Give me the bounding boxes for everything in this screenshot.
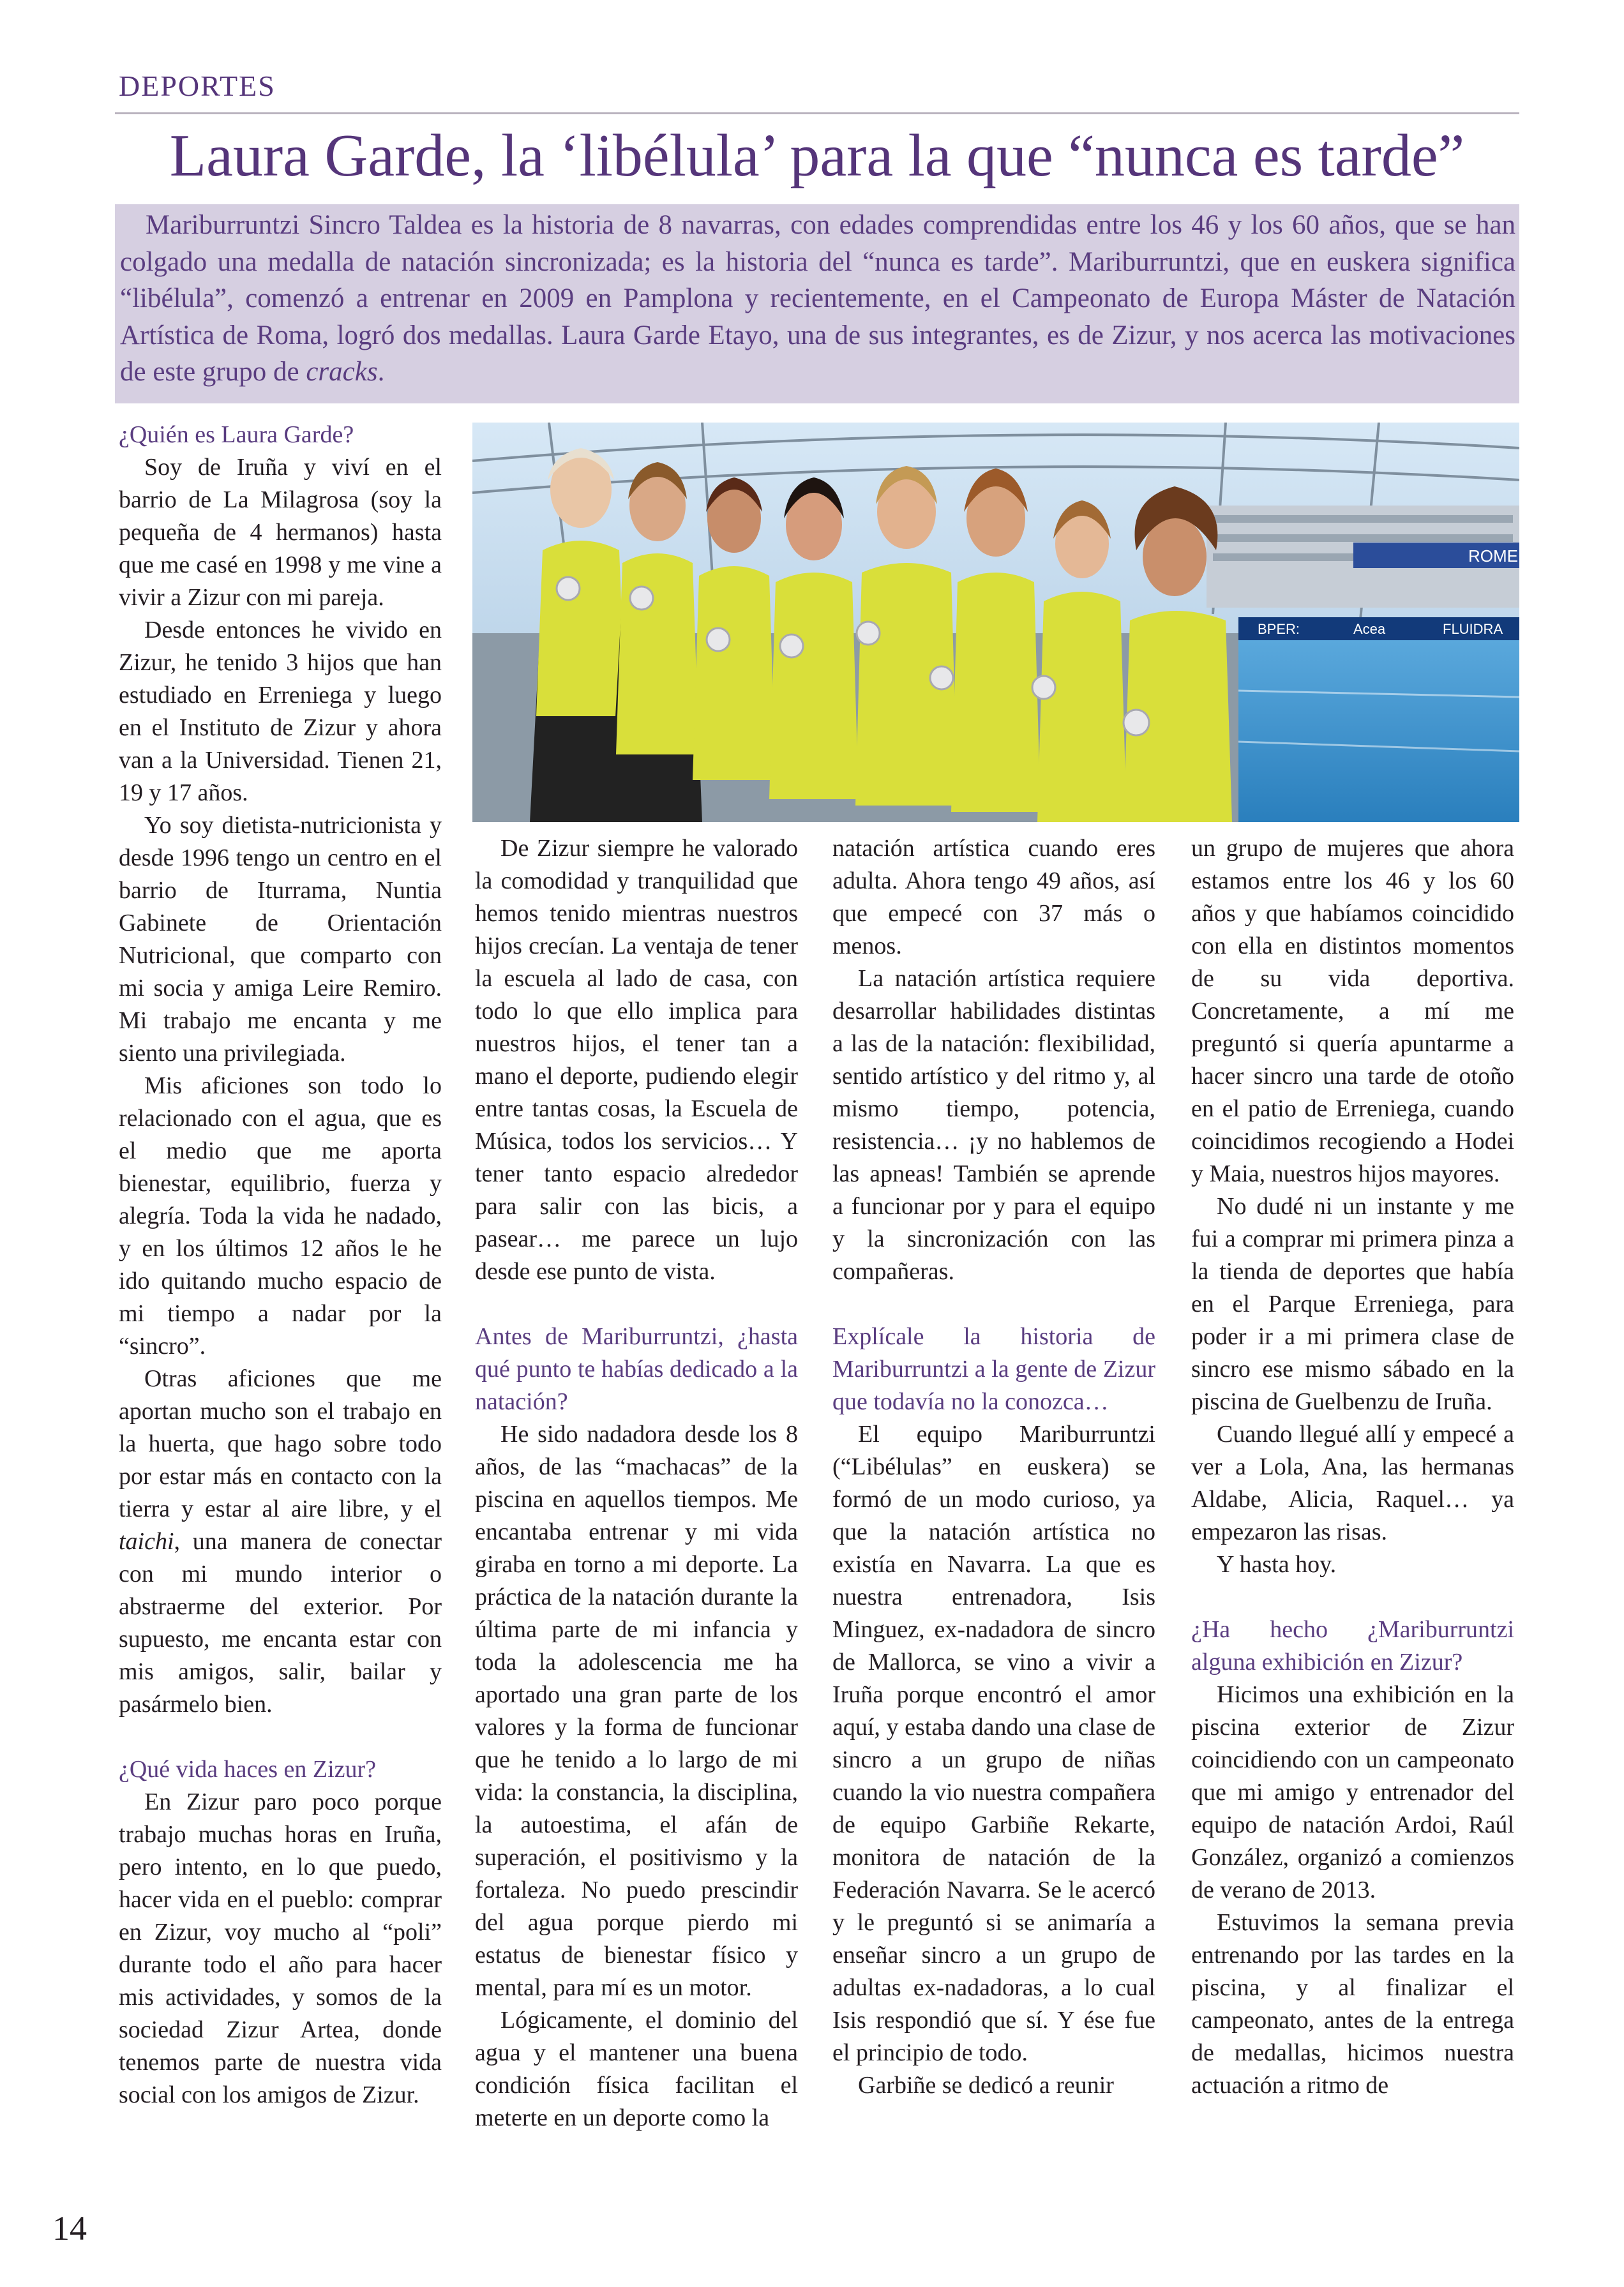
answer-paragraph: Lógicamente, el dominio del agua y el mantener una buena condición física facilitan el meterte en un deporte como la [475,2007,798,2131]
answer-paragraph: Soy de Iruña y viví en el barrio de La Milagrosa (soy la pequeña de 4 hermanos) hasta que me casé en 1998 y me vine a vivir a Zizur con mi pareja. [119,454,442,611]
page-number: 14 [52,2209,87,2247]
article-column-2 [475,832,798,2134]
lead-box [115,204,1519,403]
answer-paragraph: Cuando llegué allí y empecé a ver a Lola, Ana, las hermanas Aldabe, Alicia, Raquel… ya empezaron las risas. [1191,1421,1514,1545]
answer-text: , una manera de conectar con mi mundo interior o abstraerme del exterior. Por supuesto, me encanta estar con mis amigos, salir, bailar y pasármelo bien. [119,1528,442,1718]
answer-paragraph: Garbiñe se dedicó a reunir [858,2072,1114,2099]
question-before-mariburruntzi: Antes de Mariburruntzi, ¿hasta qué punto te habías dedicado a la natación? [475,1323,798,1415]
article-column-4 [1191,832,1514,2102]
answer-paragraph: Mis aficiones son todo lo relacionado con el agua, que es el medio que me aporta bienestar, equilibrio, fuerza y alegría. Toda la vida he nadado, y en los últimos 12 años le he ido quitando mucho espacio de mi tiempo a nadar por la “sincro”. [119,1072,442,1360]
answer-paragraph: Desde entonces he vivido en Zizur, he tenido 3 hijos que han estudiado en Erreniega y luego en el Instituto de Zizur y ahora van a la Universidad. Tienen 21, 19 y 17 años. [119,617,442,806]
answer-paragraph: Estuvimos la semana previa entrenando por las tardes en la piscina, y al finalizar el campeonato, antes de la entrega de medallas, hicimos nuestra actuación a ritmo de [1191,1909,1514,2099]
answer-paragraph: De Zizur siempre he valorado la comodidad y tranquilidad que hemos tenido mientras nuestros hijos crecían. La ventaja de tener la escuela al lado de casa, con todo lo que ello implica para nuestros hijos, el tener tan a mano el deporte, pudiendo elegir entre tantas cosas, la Escuela de Música, todos los servicios… Y tener tanto espacio alrededor para salir con las bicis, a pasear… me parece un lujo desde ese punto de vista. [475,835,798,1285]
lead-emphasis: cracks [306,357,378,387]
answer-paragraph-continued: un grupo de mujeres que ahora estamos entre los 46 y los 60 años y que habíamos coincidido con ella en distintos momentos de su vida deportiva. Concretamente, a mí me preguntó si quería apuntarme a hacer sincro una tarde de otoño en el patio de Erreniega, cuando coincidimos recogiendo a Hodei y Maia, nuestros hijos mayores. [1191,835,1514,1187]
answer-paragraph: Hicimos una exhibición en la piscina exterior de Zizur coincidiendo con un campeonato que mi amigo y entrenador del equipo de natación Ardoi, Raúl González, organizó a comienzos de verano de 2013. [1191,1681,1514,1903]
answer-paragraph: No dudé ni un instante y me fui a comprar mi primera pinza a la tienda de deportes que había en el Parque Erreniega, para poder ir a mi primera clase de sincro ese mismo sábado en la piscina de Guelbenzu de Iruña. [1191,1193,1514,1415]
answer-paragraph: En Zizur paro poco porque trabajo muchas horas en Iruña, pero intento, en lo que puedo, hacer vida en el pueblo: comprar en Zizur, voy mucho al “poli” durante todo el año para hacer mis actividades, y somos de la sociedad Zizur Artea, donde tenemos parte de nuestra vida social con los amigos de Zizur. [119,1788,442,2108]
sponsor-text-3: FLUIDRA [1443,621,1503,637]
answer-paragraph: Y hasta hoy. [1217,1551,1337,1578]
section-label: DEPORTES [119,70,276,102]
lead-paragraph [120,207,1515,391]
article-column-1 [119,419,442,2111]
answer-paragraph: El equipo Mariburruntzi (“Libélulas” en euskera) se formó de un modo curioso, ya que la natación artística no existía en Navarra. La que es nuestra entrenadora, Isis Minguez, ex-nadadora de sincro de Mallorca, se vino a vivir a Iruña porque encontró el amor aquí, y estaba dando una clase de sincro a un grupo de niñas cuando la vio nuestra compañera de equipo Garbiñe Rekarte, monitora de natación de la Federación Navarra. Se le acercó y le preguntó si se animaría a enseñar sincro a un grupo de adultas ex-nadadoras, a lo cual Isis respondió que sí. Y ése fue el principio de todo. [832,1421,1155,2066]
article-column-3 [832,832,1155,2102]
taichi-emphasis: taichi [119,1528,174,1555]
answer-paragraph-continued: natación artística cuando eres adulta. Ahora tengo 49 años, así que empecé con 37 más o menos. [832,835,1155,959]
sponsor-text-2: Acea [1353,621,1386,637]
answer-paragraph: Yo soy dietista-nutricionista y desde 1996 tengo un centro en el barrio de Iturrama, Nuntia Gabinete de Orientación Nutricional, que comparto con mi socia y amiga Leire Remiro. Mi trabajo me encanta y me siento una privilegiada. [119,812,442,1067]
answer-paragraph: He sido nadadora desde los 8 años, de las “machacas” de la piscina en aquellos tiempos. Me encantaba entrenar y mi vida giraba en torno a mi deporte. La práctica de la natación durante la última parte de mi infancia y toda la adolescencia me ha aportado una gran parte de los valores y la forma de funcionar que he tenido a lo largo de mi vida: la constancia, la disciplina, la autoestima, el afán de superación, el positivismo y la fortaleza. No puedo prescindir del agua porque pierdo mi estatus de bienestar físico y mental, para mí es un motor. [475,1421,798,2001]
header-divider [115,112,1519,114]
question-who-is-laura: ¿Quién es Laura Garde? [119,421,354,448]
team-photo [472,423,1519,822]
question-exhibition: ¿Ha hecho ¿Mariburruntzi alguna exhibición en Zizur? [1191,1616,1514,1676]
answer-paragraph: La natación artística requiere desarrollar habilidades distintas a las de la natación: flexibilidad, sentido artístico y del ritmo y, al mismo tiempo, potencia, resistencia… ¡y no hablemos de las apneas! También se aprende a funcionar por y para el equipo y la sincronización con las compañeras. [832,965,1155,1285]
article-headline: Laura Garde, la ‘libélula’ para la que “nunca es tarde” [169,123,1465,189]
lead-text: Mariburruntzi Sincro Taldea es la historia de 8 navarras, con edades comprendidas entre los 46 y los 60 años, que se han colgado una medalla de natación sincronizada; es la historia del “nunca es tarde”. Mariburruntzi, que en euskera significa “libélula”, comenzó a entrenar en 2009 en Pamplona y recientemente, en el Campeonato de Europa Máster de Natación Artística de Roma, logró dos medallas. Laura Garde Etayo, una de sus integrantes, es de Zizur, y nos acerca las motivaciones de este grupo de [120,210,1515,387]
answer-paragraph [119,1363,442,1721]
lead-text-end: . [377,357,385,387]
banner-text: ROME [1468,546,1518,566]
question-team-history: Explícale la historia de Mariburruntzi a la gente de Zizur que todavía no la conozca… [832,1323,1155,1415]
sponsor-text-1: BPER: [1258,621,1300,637]
question-life-in-zizur: ¿Qué vida haces en Zizur? [119,1756,377,1783]
answer-text: Otras aficiones que me aportan mucho son el trabajo en la huerta, que hago sobre todo por estar más en contacto con la tierra y estar al aire libre, y el [119,1365,442,1522]
